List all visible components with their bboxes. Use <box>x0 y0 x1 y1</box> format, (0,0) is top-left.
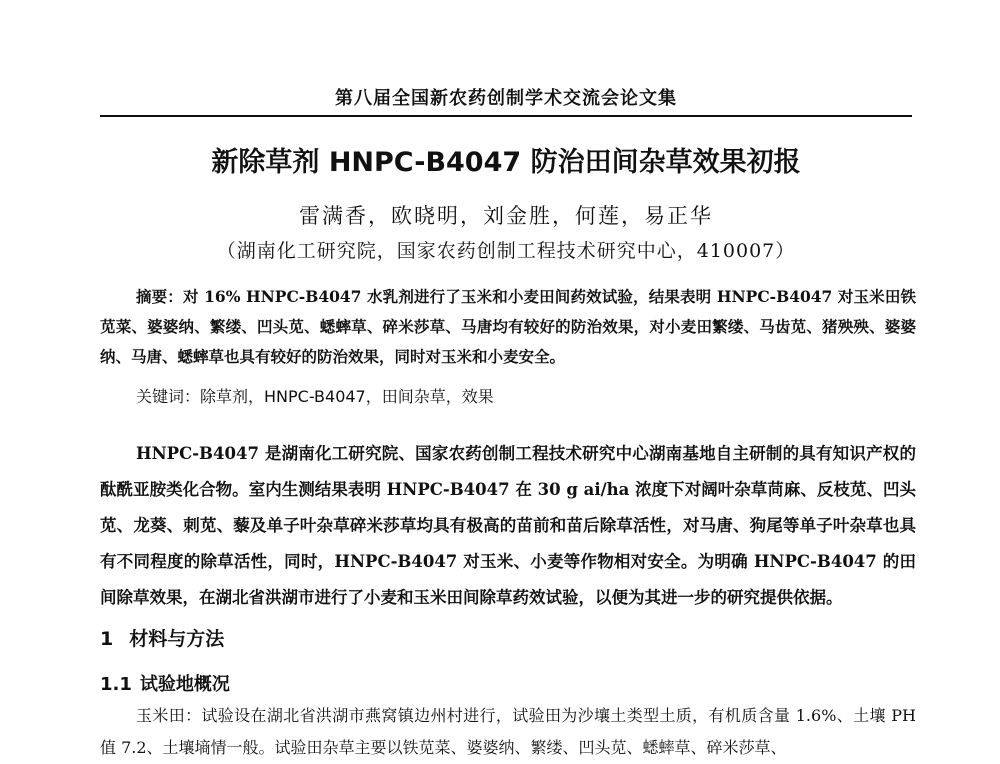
subsection-title: 试验地概况 <box>139 674 230 695</box>
abstract-label: 摘要： <box>136 287 183 306</box>
section-title: 材料与方法 <box>129 628 225 650</box>
abstract <box>100 282 916 372</box>
section-number: 1 <box>100 628 114 650</box>
header-rule <box>100 115 912 117</box>
keywords-label: 关键词： <box>136 387 201 406</box>
keywords <box>136 384 916 407</box>
subsection-number: 1.1 <box>100 674 132 695</box>
intro-paragraph: HNPC-B4047 是湖南化工研究院、国家农药创制工程技术研究中心湖南基地自主研制的具有知识产权的酞酰亚胺类化合物。室内生测结果表明 HNPC-B4047 在 30 g ai/ha 浓度下对阔叶杂草苘麻、反枝苋、凹头苋、龙葵、刺苋、藜及单子叶杂草碎米莎草均具有极高的苗前和苗后除草活性，对马唐、狗尾等单子叶杂草也具有不同程度的除草活性，同时，HNPC-B4047 对玉米、小麦等作物相对安全。为明确 HNPC-B4047 的田间除草效果，在湖北省洪湖市进行了小麦和玉米田间除草药效试验，以便为其进一步的研究提供依据。 <box>100 444 916 607</box>
affiliation: （湖南化工研究院，国家农药创制工程技术研究中心，410007） <box>216 240 796 262</box>
paper-title: 新除草剂 HNPC-B4047 防治田间杂草效果初报 <box>211 147 801 178</box>
site-paragraph: 玉米田：试验设在湖北省洪湖市燕窝镇边州村进行，试验田为沙壤土类型土质，有机质含量 1.6%、土壤 PH 值 7.2、土壤墒情一般。试验田杂草主要以铁苋菜、婆婆纳、繁缕、凹头苋、蟋蟀草、碎米莎草、 <box>100 706 916 757</box>
running-header: 第八届全国新农药创制学术交流会论文集 <box>335 88 677 109</box>
abstract-text: 对 16% HNPC-B4047 水乳剂进行了玉米和小麦田间药效试验，结果表明 HNPC-B4047 对玉米田铁苋菜、婆婆纳、繁缕、凹头苋、蟋蟀草、碎米莎草、马唐均有较好的防治效果，对小麦田繁缕、马齿苋、猪殃殃、婆婆纳、马唐、蟋蟀草也具有较好的防治效果，同时对玉米和小麦安全。 <box>100 287 916 366</box>
keywords-text: 除草剂，HNPC-B4047，田间杂草，效果 <box>200 387 494 406</box>
section-heading <box>100 624 224 651</box>
author-list: 雷满香，欧晓明，刘金胜，何莲，易正华 <box>299 204 713 228</box>
subsection-heading <box>100 670 230 696</box>
